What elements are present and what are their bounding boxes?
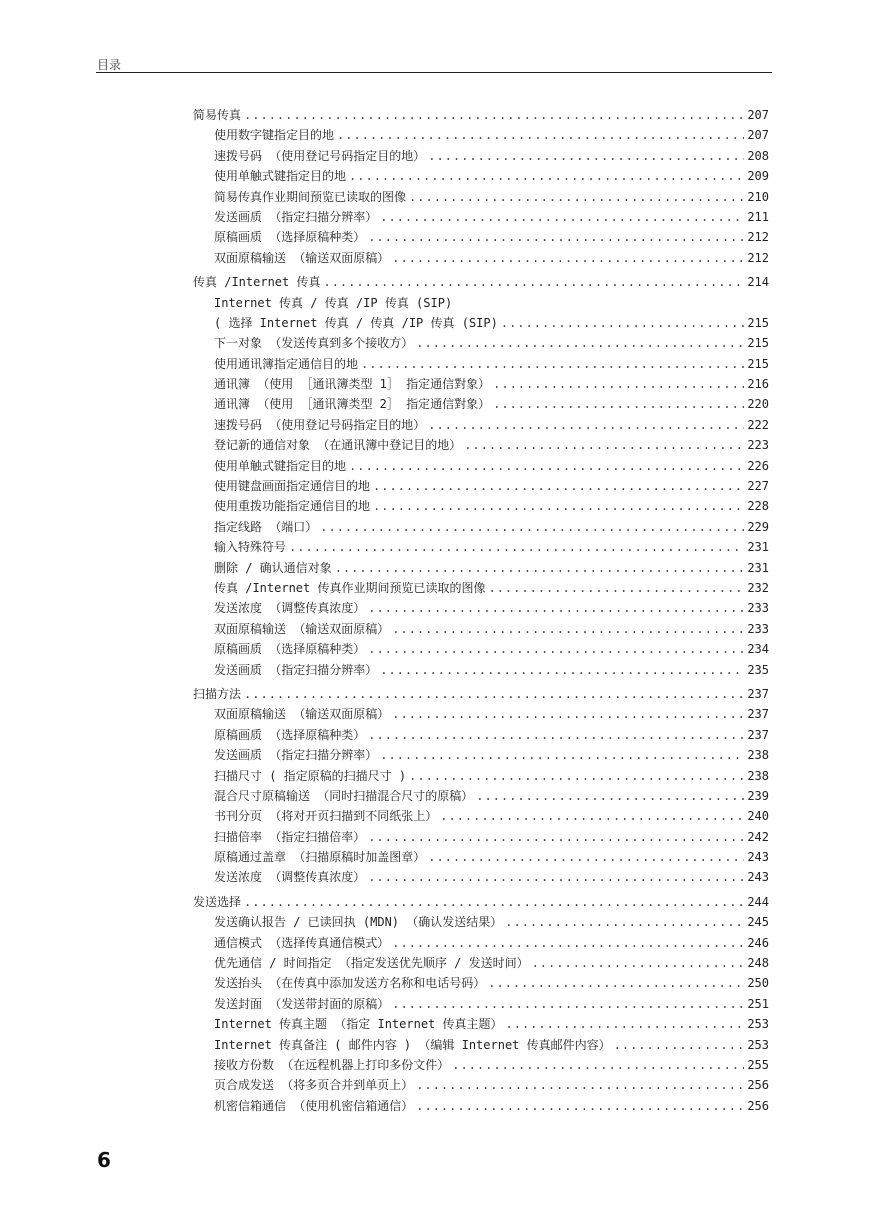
dot-leader bbox=[373, 496, 744, 516]
toc-section-heading[interactable] bbox=[193, 892, 769, 912]
toc-entry[interactable] bbox=[193, 745, 769, 765]
dot-leader bbox=[244, 892, 744, 912]
toc-section bbox=[193, 272, 769, 680]
toc-entry[interactable] bbox=[193, 146, 769, 166]
toc-entry[interactable] bbox=[193, 827, 769, 847]
toc-entry[interactable] bbox=[193, 598, 769, 618]
toc-page-number: 232 bbox=[747, 580, 769, 595]
toc-entry-label: 接收方份数 （在远程机器上打印多份文件） bbox=[214, 1057, 450, 1072]
toc-entry[interactable] bbox=[193, 313, 769, 333]
header-title: 目录 bbox=[97, 58, 122, 72]
dot-leader bbox=[368, 827, 744, 847]
toc-entry[interactable] bbox=[193, 660, 769, 680]
toc-entry[interactable] bbox=[193, 187, 769, 207]
toc-page-number: 207 bbox=[747, 128, 769, 143]
toc-entry[interactable] bbox=[193, 435, 769, 455]
toc-entry[interactable] bbox=[193, 867, 769, 887]
toc-entry[interactable] bbox=[193, 1035, 769, 1055]
toc-page-number: 237 bbox=[747, 727, 769, 742]
toc-entry[interactable] bbox=[193, 1055, 769, 1075]
toc-page-number: 248 bbox=[747, 956, 769, 971]
toc-page-number: 237 bbox=[747, 686, 769, 701]
toc-section-title: 简易传真 bbox=[193, 108, 242, 122]
toc-entry-label: 使用数字键指定目的地 bbox=[214, 128, 335, 143]
toc-page-number: 251 bbox=[747, 996, 769, 1011]
dot-leader bbox=[380, 207, 744, 227]
toc-page-number: 212 bbox=[747, 230, 769, 245]
table-of-contents bbox=[193, 105, 769, 1116]
toc-page-number: 212 bbox=[747, 250, 769, 265]
toc-entry[interactable] bbox=[193, 1075, 769, 1095]
toc-entry-label: 原稿画质 （选择原稿种类） bbox=[214, 642, 366, 657]
toc-entry-label: 通讯簿 （使用 ［通讯簿类型 2］ 指定通信對象） bbox=[214, 397, 491, 412]
dot-leader bbox=[452, 1055, 744, 1075]
toc-section bbox=[193, 892, 769, 1116]
toc-entry-label: ( 选择 Internet 传真 / 传真 /IP 传真 (SIP) bbox=[214, 315, 498, 330]
toc-page-number: 253 bbox=[747, 1017, 769, 1032]
dot-leader bbox=[335, 558, 745, 578]
toc-page-number: 243 bbox=[747, 870, 769, 885]
toc-entry-label: 发送浓度 （调整传真浓度） bbox=[214, 601, 366, 616]
toc-entry[interactable] bbox=[193, 476, 769, 496]
toc-entry[interactable] bbox=[193, 166, 769, 186]
toc-entry-label: 发送画质 （指定扫描分辨率） bbox=[214, 209, 378, 224]
dot-leader bbox=[532, 953, 745, 973]
toc-entry[interactable] bbox=[193, 248, 769, 268]
toc-entry[interactable] bbox=[193, 537, 769, 557]
toc-page-number: 243 bbox=[747, 850, 769, 865]
toc-page-number: 216 bbox=[747, 377, 769, 392]
toc-page-number: 250 bbox=[747, 976, 769, 991]
toc-page-number: 256 bbox=[747, 1098, 769, 1113]
toc-entry-label: 使用单触式键指定目的地 bbox=[214, 458, 347, 473]
toc-entry-label: 发送封面 （发送带封面的原稿） bbox=[214, 996, 390, 1011]
dot-leader bbox=[368, 598, 744, 618]
dot-leader bbox=[361, 354, 744, 374]
toc-page-number: 227 bbox=[747, 479, 769, 494]
toc-page-number: 231 bbox=[747, 560, 769, 575]
toc-entry-label: 使用单触式键指定目的地 bbox=[214, 169, 347, 184]
dot-leader bbox=[380, 745, 744, 765]
toc-entry[interactable] bbox=[193, 227, 769, 247]
toc-page-number: 226 bbox=[747, 458, 769, 473]
dot-leader bbox=[428, 146, 744, 166]
toc-entry-label: 双面原稿输送 （输送双面原稿） bbox=[214, 621, 390, 636]
dot-leader bbox=[392, 704, 744, 724]
dot-leader bbox=[416, 1075, 744, 1095]
toc-page-number: 255 bbox=[747, 1057, 769, 1072]
toc-entry-label: 发送画质 （指定扫描分辨率） bbox=[214, 662, 378, 677]
toc-entry-label: Internet 传真 / 传真 /IP 传真 (SIP) bbox=[214, 295, 453, 310]
dot-leader bbox=[323, 272, 744, 292]
dot-leader bbox=[337, 125, 744, 145]
toc-entry[interactable] bbox=[193, 994, 769, 1014]
toc-section bbox=[193, 105, 769, 268]
toc-entry-label: 使用键盘画面指定通信目的地 bbox=[214, 479, 371, 494]
toc-page-number: 253 bbox=[747, 1037, 769, 1052]
dot-leader bbox=[244, 105, 744, 125]
toc-page-number: 239 bbox=[747, 788, 769, 803]
toc-page-number: 244 bbox=[747, 894, 769, 909]
toc-page-number: 242 bbox=[747, 829, 769, 844]
toc-entry-label: 通信模式 （选择传真通信模式） bbox=[214, 935, 390, 950]
dot-leader bbox=[368, 639, 744, 659]
dot-leader bbox=[320, 517, 744, 537]
toc-page-number: 207 bbox=[747, 108, 769, 122]
toc-entry-label: 原稿通过盖章 （扫描原稿时加盖图章） bbox=[214, 850, 426, 865]
toc-entry[interactable] bbox=[193, 973, 769, 993]
toc-page-number: 210 bbox=[747, 189, 769, 204]
toc-entry[interactable] bbox=[193, 786, 769, 806]
dot-leader bbox=[488, 578, 744, 598]
toc-entry-label: 简易传真作业期间预览已读取的图像 bbox=[214, 189, 407, 204]
toc-entry[interactable] bbox=[193, 578, 769, 598]
dot-leader bbox=[349, 456, 744, 476]
dot-leader bbox=[409, 766, 744, 786]
dot-leader bbox=[505, 912, 744, 932]
toc-entry[interactable] bbox=[193, 1014, 769, 1034]
dot-leader bbox=[428, 847, 744, 867]
dot-leader bbox=[368, 725, 744, 745]
toc-entry-label: 删除 / 确认通信对象 bbox=[214, 560, 332, 575]
toc-page-number: 208 bbox=[747, 148, 769, 163]
toc-page-number: 215 bbox=[747, 356, 769, 371]
toc-entry[interactable] bbox=[193, 639, 769, 659]
toc-page-number: 215 bbox=[747, 315, 769, 330]
toc-entry-label: 使用重拨功能指定通信目的地 bbox=[214, 499, 371, 514]
toc-page-number: 231 bbox=[747, 540, 769, 555]
page-number: 6 bbox=[97, 1148, 111, 1172]
toc-entry-label: 书刊分页 （将对开页扫描到不同纸张上） bbox=[214, 809, 438, 824]
toc-page-number: 246 bbox=[747, 935, 769, 950]
toc-entry[interactable] bbox=[193, 125, 769, 145]
dot-leader bbox=[349, 166, 744, 186]
dot-leader bbox=[493, 394, 744, 414]
toc-section-title: 发送选择 bbox=[193, 894, 242, 909]
toc-entry[interactable] bbox=[193, 354, 769, 374]
toc-entry-label: 双面原稿输送 （输送双面原稿） bbox=[214, 250, 390, 265]
toc-entry-label: 页合成发送 （将多页合并到单页上） bbox=[214, 1078, 414, 1093]
toc-entry[interactable] bbox=[193, 374, 769, 394]
toc-page-number: 245 bbox=[747, 915, 769, 930]
toc-entry-label: 发送抬头 （在传真中添加发送方名称和电话号码） bbox=[214, 976, 486, 991]
toc-entry[interactable] bbox=[193, 333, 769, 353]
toc-entry-label: 混合尺寸原稿输送 （同时扫描混合尺寸的原稿） bbox=[214, 788, 474, 803]
toc-page-number: 234 bbox=[747, 642, 769, 657]
toc-section bbox=[193, 684, 769, 888]
toc-page-number: 233 bbox=[747, 601, 769, 616]
toc-entry-label: 使用通讯簿指定通信目的地 bbox=[214, 356, 359, 371]
toc-entry-label: 通讯簿 （使用 ［通讯簿类型 1］ 指定通信對象） bbox=[214, 377, 491, 392]
toc-entry-label: 速拨号码 （使用登记号码指定目的地） bbox=[214, 148, 426, 163]
toc-entry-label: 发送浓度 （调整传真浓度） bbox=[214, 870, 366, 885]
header-rule bbox=[96, 72, 772, 73]
toc-entry[interactable] bbox=[193, 1096, 769, 1116]
dot-leader bbox=[392, 994, 744, 1014]
toc-entry-label: 下一对象 （发送传真到多个接收方） bbox=[214, 336, 414, 351]
toc-page-number: 256 bbox=[747, 1078, 769, 1093]
toc-entry[interactable] bbox=[193, 394, 769, 414]
dot-leader bbox=[368, 227, 744, 247]
dot-leader bbox=[392, 619, 744, 639]
toc-page-number: 228 bbox=[747, 499, 769, 514]
toc-entry[interactable] bbox=[193, 558, 769, 578]
toc-entry-label: 登记新的通信对象 （在通讯簿中登记目的地） bbox=[214, 438, 462, 453]
dot-leader bbox=[506, 1014, 745, 1034]
toc-section-heading[interactable] bbox=[193, 105, 769, 125]
dot-leader bbox=[244, 684, 744, 704]
dot-leader bbox=[440, 806, 744, 826]
dot-leader bbox=[476, 786, 744, 806]
toc-entry[interactable] bbox=[193, 953, 769, 973]
toc-entry[interactable] bbox=[193, 517, 769, 537]
toc-page-number: 235 bbox=[747, 662, 769, 677]
dot-leader bbox=[501, 313, 744, 333]
toc-page-number: 209 bbox=[747, 169, 769, 184]
toc-entry[interactable] bbox=[193, 415, 769, 435]
toc-page-number: 222 bbox=[747, 417, 769, 432]
dot-leader bbox=[614, 1035, 745, 1055]
dot-leader bbox=[493, 374, 744, 394]
toc-entry-label: Internet 传真主题 （指定 Internet 传真主题） bbox=[214, 1017, 503, 1032]
toc-page-number: 223 bbox=[747, 438, 769, 453]
dot-leader bbox=[380, 660, 744, 680]
toc-entry-label: 原稿画质 （选择原稿种类） bbox=[214, 230, 366, 245]
toc-page-number: 237 bbox=[747, 707, 769, 722]
dot-leader bbox=[488, 973, 744, 993]
toc-entry[interactable] bbox=[193, 207, 769, 227]
toc-entry[interactable] bbox=[193, 704, 769, 724]
toc-entry-label: 扫描倍率 （指定扫描倍率） bbox=[214, 829, 366, 844]
dot-leader bbox=[409, 187, 744, 207]
toc-entry[interactable] bbox=[193, 912, 769, 932]
toc-entry-label: Internet 传真备注 ( 邮件内容 ) （编辑 Internet 传真邮件内容） bbox=[214, 1037, 611, 1052]
toc-entry-label: 输入特殊符号 bbox=[214, 540, 287, 555]
toc-entry-label: 传真 /Internet 传真作业期间预览已读取的图像 bbox=[214, 580, 486, 595]
toc-entry[interactable] bbox=[193, 456, 769, 476]
toc-entry-label: 指定线路 （端口） bbox=[214, 519, 318, 534]
dot-leader bbox=[416, 1096, 744, 1116]
toc-page-number: 215 bbox=[747, 336, 769, 351]
toc-entry-label: 机密信箱通信 （使用机密信箱通信） bbox=[214, 1098, 414, 1113]
toc-section-heading[interactable] bbox=[193, 684, 769, 704]
toc-page-number: 229 bbox=[747, 519, 769, 534]
toc-entry[interactable] bbox=[193, 619, 769, 639]
toc-page-number: 220 bbox=[747, 397, 769, 412]
toc-page-number: 238 bbox=[747, 768, 769, 783]
toc-entry[interactable] bbox=[193, 725, 769, 745]
toc-entry[interactable] bbox=[193, 496, 769, 516]
toc-page-number: 238 bbox=[747, 748, 769, 763]
toc-page-number: 214 bbox=[747, 275, 769, 290]
toc-entry-label: 双面原稿输送 （输送双面原稿） bbox=[214, 707, 390, 722]
toc-entry[interactable] bbox=[193, 293, 769, 313]
toc-entry-label: 速拨号码 （使用登记号码指定目的地） bbox=[214, 417, 426, 432]
toc-entry[interactable] bbox=[193, 847, 769, 867]
toc-entry[interactable] bbox=[193, 766, 769, 786]
toc-section-title: 传真 /Internet 传真 bbox=[193, 275, 321, 290]
toc-entry-label: 优先通信 / 时间指定 （指定发送优先顺序 / 发送时间） bbox=[214, 956, 529, 971]
toc-entry[interactable] bbox=[193, 806, 769, 826]
dot-leader bbox=[368, 867, 744, 887]
toc-page-number: 211 bbox=[747, 209, 769, 224]
dot-leader bbox=[428, 415, 744, 435]
toc-entry-label: 原稿画质 （选择原稿种类） bbox=[214, 727, 366, 742]
dot-leader bbox=[416, 333, 744, 353]
toc-section-title: 扫描方法 bbox=[193, 686, 242, 701]
toc-entry-label: 发送画质 （指定扫描分辨率） bbox=[214, 748, 378, 763]
toc-section-heading[interactable] bbox=[193, 272, 769, 292]
dot-leader bbox=[373, 476, 744, 496]
dot-leader bbox=[289, 537, 744, 557]
dot-leader bbox=[392, 248, 744, 268]
toc-entry-label: 扫描尺寸 ( 指定原稿的扫描尺寸 ) bbox=[214, 768, 407, 783]
toc-page-number: 240 bbox=[747, 809, 769, 824]
toc-page-number: 233 bbox=[747, 621, 769, 636]
toc-entry-label: 发送确认报告 / 已读回执 (MDN) （确认发送结果） bbox=[214, 915, 503, 930]
dot-leader bbox=[392, 933, 744, 953]
dot-leader bbox=[464, 435, 744, 455]
toc-entry[interactable] bbox=[193, 933, 769, 953]
